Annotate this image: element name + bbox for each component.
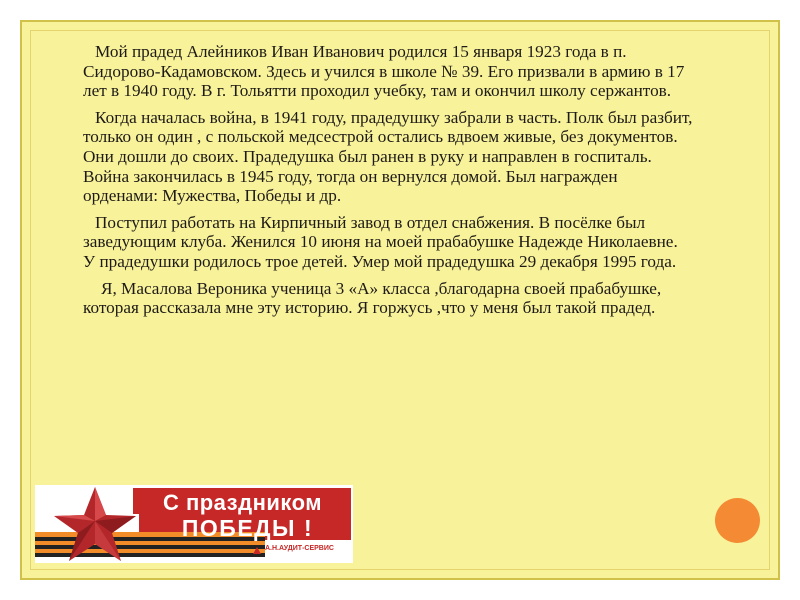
paragraph-author: Я, Масалова Вероника ученица 3 «А» класса ,благодарна своей прабабушке, которая рассказала мне эту историю. Я горжусь ,что у меня был такой прадед.: [83, 278, 662, 318]
paragraph-birth: Мой прадед Алейников Иван Иванович родился 15 января 1923 года в п. Сидорово-Кадамовском. Здесь и учился в школе № 39. Его призвали в армию в 17 лет в 1940 году. В г. Тольятти проходил учебку, там и окончил школу сержантов.: [83, 42, 685, 101]
banner-victory: ПОБЕДЫ !: [181, 515, 314, 541]
banner-greeting: С праздником: [162, 490, 323, 515]
victory-day-banner: [35, 485, 353, 563]
banner-brand-name: А.Н.АУДИТ-СЕРВИС: [265, 545, 334, 552]
slide-body-text: [83, 42, 693, 325]
right-border-line: [778, 20, 780, 580]
orange-circle-decoration: [715, 498, 760, 543]
paragraph-after-war: Поступил работать на Кирпичный завод в отдел снабжения. В посёлке был заведующим клуба. Женился 10 июня на моей прабабушке Надежде Николаевне. У прадедушки родилось трое детей. Умер мой прадедушка 29 декабря 1995 года.: [83, 212, 678, 271]
paragraph-war: Когда началась война, в 1941 году, прадедушку забрали в часть. Полк был разбит, только он один , с польской медсестрой остались вдвоем живые, без документов. Они дошли до своих. Прадедушка был ранен в руку и направлен в госпиталь. Война закончилась в 1945 году, тогда он вернулся домой. Был награжден орденами: Мужества, Победы и др.: [83, 107, 693, 206]
